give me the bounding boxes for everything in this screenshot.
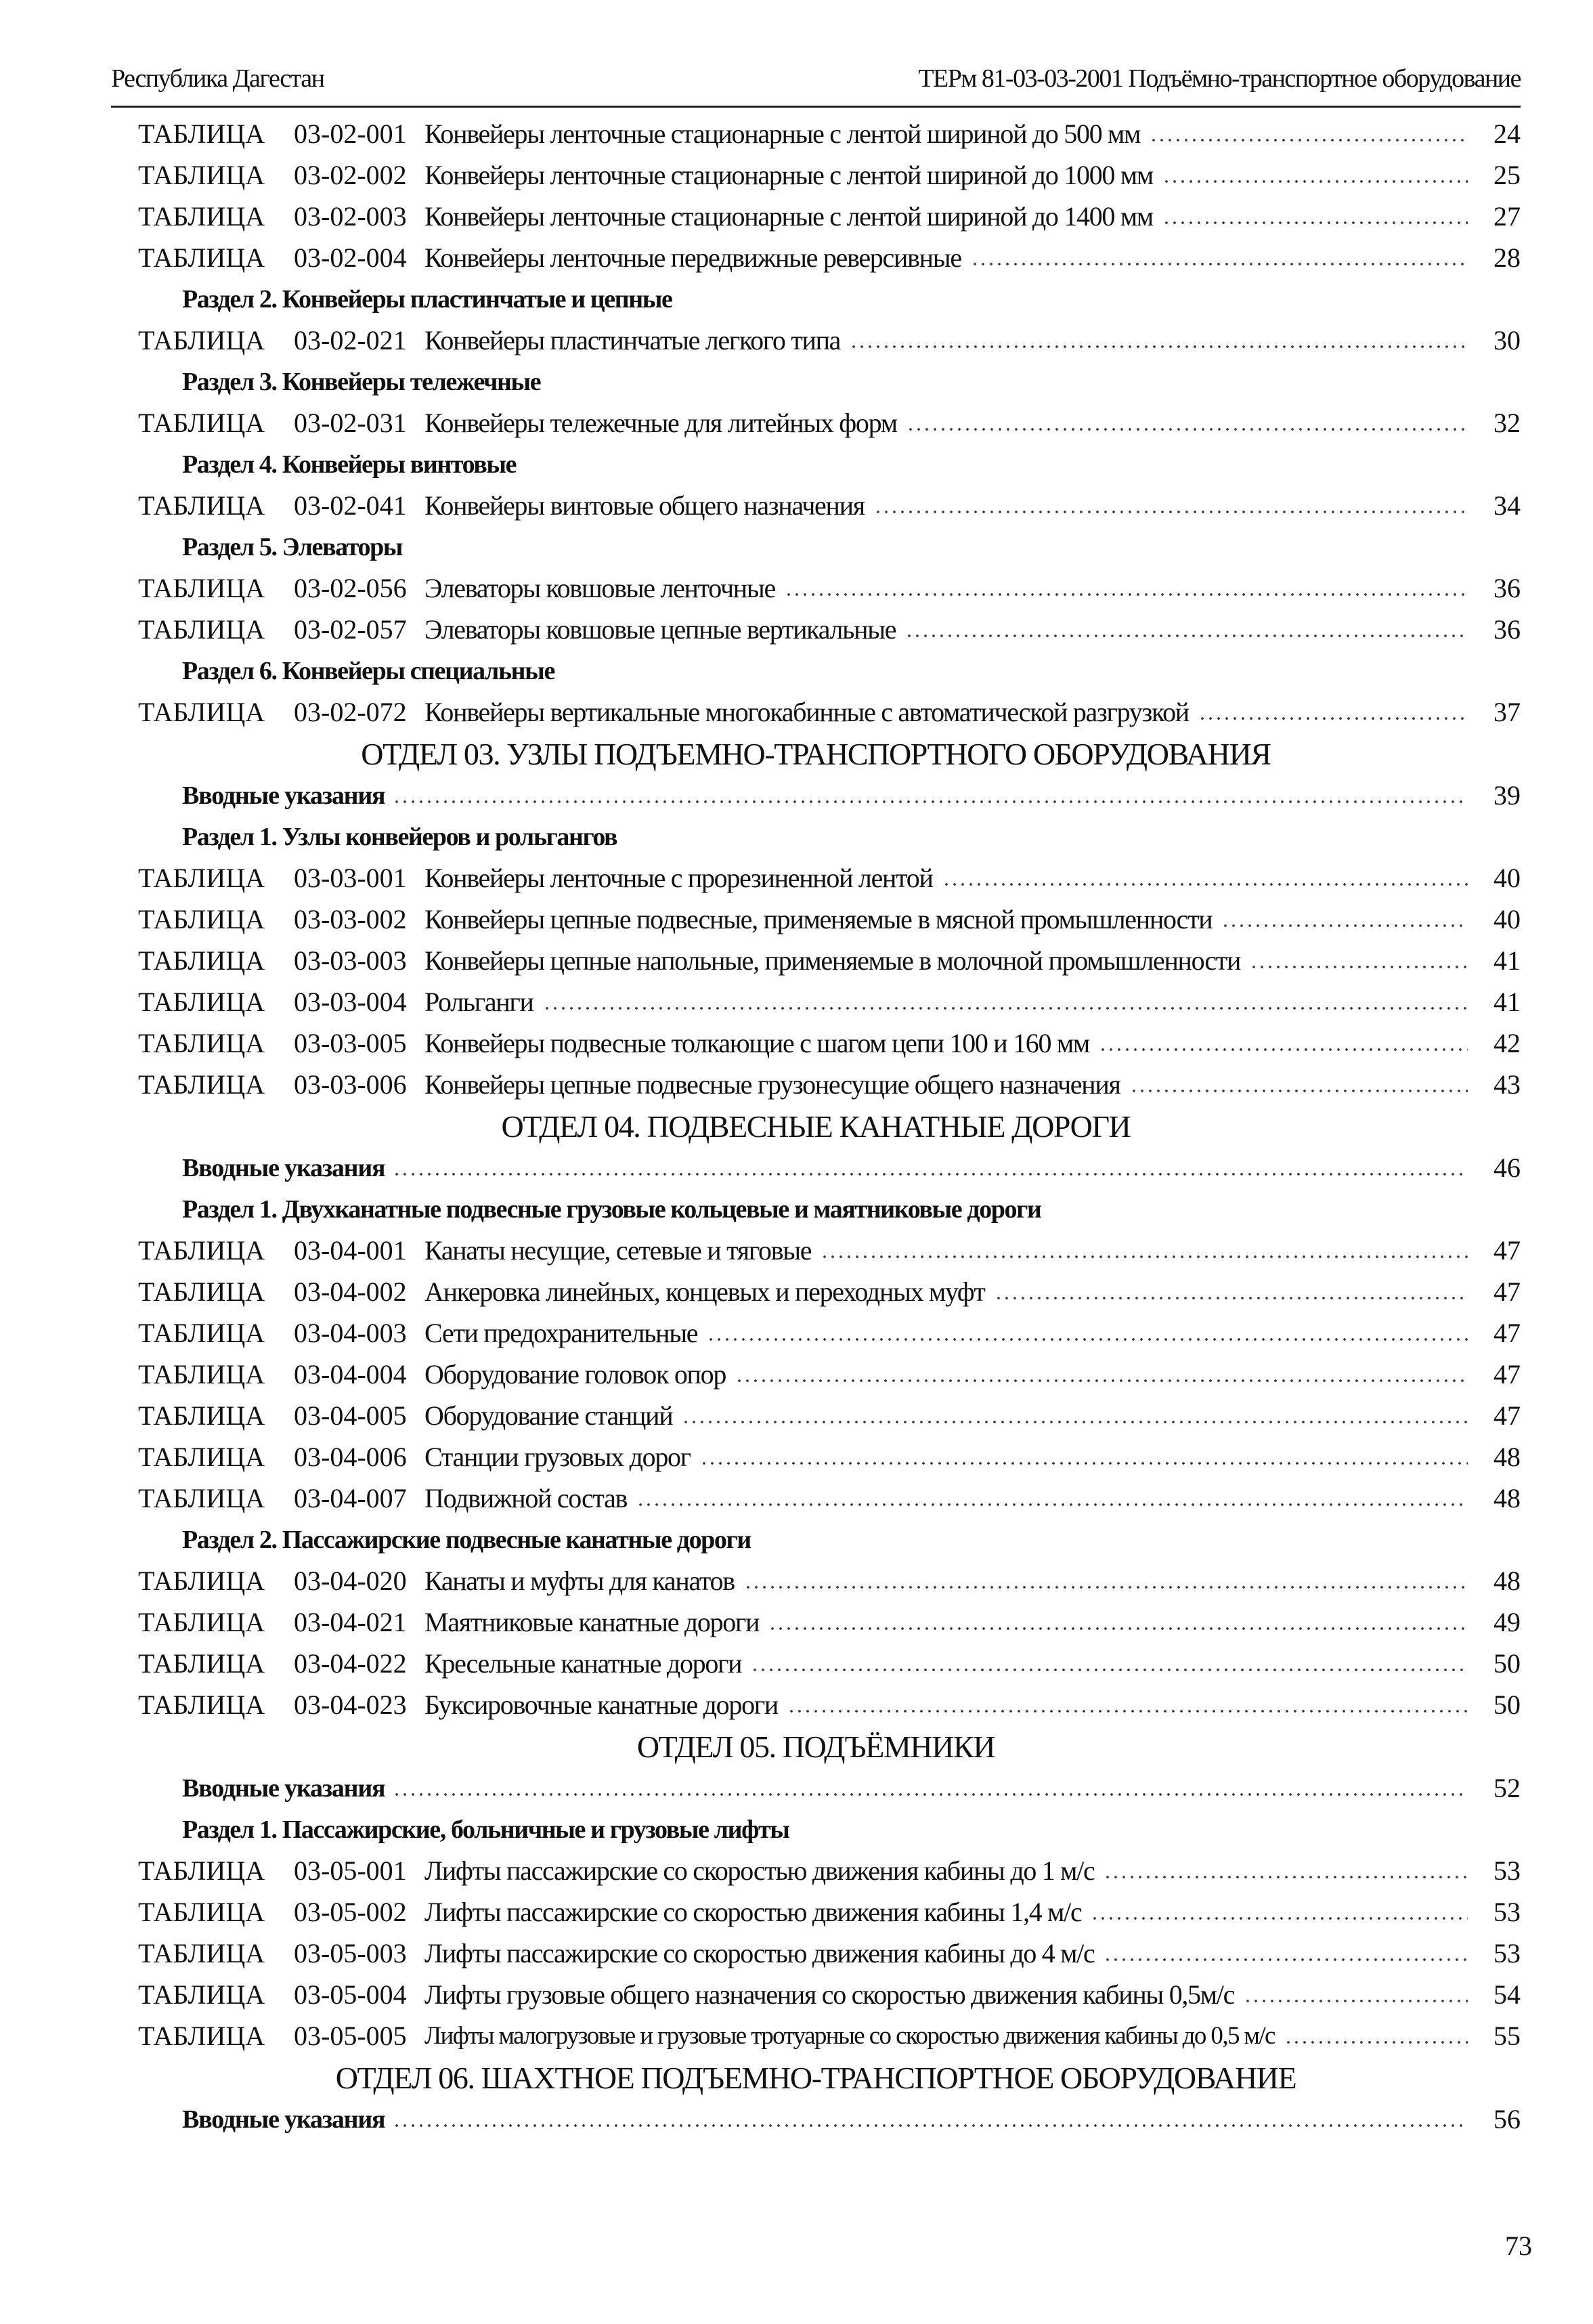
dot-leader xyxy=(907,427,1468,432)
entry-page: 28 xyxy=(1493,242,1521,273)
intro-label: Вводные указания xyxy=(182,781,385,810)
entry-code: 03-02-072 xyxy=(294,697,407,727)
entry-page: 50 xyxy=(1493,1648,1521,1679)
entry-page: 53 xyxy=(1493,1938,1521,1968)
page-number: 73 xyxy=(1505,2231,1532,2261)
entry-page: 30 xyxy=(1493,325,1521,356)
entry-page: 40 xyxy=(1493,904,1521,934)
entry-title: Кресельные канатные дороги xyxy=(424,1648,742,1679)
entry-code: 03-03-002 xyxy=(294,904,407,934)
toc-section-heading: Раздел 5. Элеваторы xyxy=(182,532,403,561)
entry-page: 43 xyxy=(1493,1069,1521,1100)
toc-table-entry xyxy=(138,940,1521,981)
entry-page: 53 xyxy=(1493,1897,1521,1927)
dot-leader xyxy=(636,1502,1468,1507)
toc-table-entry xyxy=(138,113,1521,154)
toc-table-entry xyxy=(138,196,1521,237)
entry-page: 34 xyxy=(1493,490,1521,521)
entry-title: Лифты пассажирские со скоростью движения кабины 1,4 м/с xyxy=(424,1897,1082,1927)
entry-keyword: ТАБЛИЦА xyxy=(138,119,265,149)
entry-code: 03-05-002 xyxy=(294,1897,407,1927)
entry-keyword: ТАБЛИЦА xyxy=(138,1442,265,1472)
toc-table-entry xyxy=(138,1560,1521,1601)
entry-keyword: ТАБЛИЦА xyxy=(138,697,265,727)
entry-keyword: ТАБЛИЦА xyxy=(138,573,265,603)
dot-leader xyxy=(1130,1088,1468,1094)
entry-page: 55 xyxy=(1493,2021,1521,2051)
dot-leader xyxy=(700,1461,1468,1466)
toc-section-heading: Раздел 1. Пассажирские, больничные и грузовые лифты xyxy=(182,1815,789,1844)
dot-leader xyxy=(942,882,1468,887)
dot-leader xyxy=(1198,716,1468,721)
entry-code: 03-03-005 xyxy=(294,1028,407,1058)
dot-leader xyxy=(393,1171,1468,1177)
entry-code: 03-04-004 xyxy=(294,1359,407,1390)
toc-section-heading: Раздел 4. Конвейеры винтовые xyxy=(182,450,517,479)
entry-code: 03-04-021 xyxy=(294,1607,407,1637)
entry-keyword: ТАБЛИЦА xyxy=(138,1979,265,2010)
entry-title: Сети предохранительные xyxy=(424,1318,698,1348)
toc-table-entry xyxy=(138,1023,1521,1064)
header-region: Республика Дагестан xyxy=(111,64,324,93)
entry-keyword: ТАБЛИЦА xyxy=(138,201,265,232)
dot-leader xyxy=(850,344,1468,349)
toc-table-entry xyxy=(138,485,1521,526)
entry-page: 24 xyxy=(1493,119,1521,149)
dot-leader xyxy=(785,592,1468,597)
toc-department-heading: ОТДЕЛ 06. ШАХТНОЕ ПОДЪЕМНО-ТРАНСПОРТНОЕ ОБОРУДОВАНИЕ xyxy=(335,2060,1296,2095)
intro-label: Вводные указания xyxy=(182,2105,385,2134)
dot-leader xyxy=(1099,1047,1468,1052)
dot-leader xyxy=(874,509,1468,515)
entry-code: 03-03-003 xyxy=(294,945,407,976)
entry-keyword: ТАБЛИЦА xyxy=(138,1690,265,1720)
entry-page: 47 xyxy=(1493,1359,1521,1390)
entry-keyword: ТАБЛИЦА xyxy=(138,1359,265,1390)
entry-page: 47 xyxy=(1493,1400,1521,1431)
toc-table-entry xyxy=(138,691,1521,733)
entry-page: 47 xyxy=(1493,1318,1521,1348)
toc-introduction-entry xyxy=(138,1147,1521,1188)
entry-keyword: ТАБЛИЦА xyxy=(138,1069,265,1100)
entry-code: 03-04-022 xyxy=(294,1648,407,1679)
entry-title: Конвейеры подвесные толкающие с шагом цепи 100 и 160 мм xyxy=(424,1028,1089,1058)
dot-leader xyxy=(995,1295,1468,1301)
entry-page: 47 xyxy=(1493,1235,1521,1266)
entry-code: 03-03-004 xyxy=(294,987,407,1017)
toc-section-heading: Раздел 1. Двухканатные подвесные грузовые кольцевые и маятниковые дороги xyxy=(182,1195,1041,1224)
dot-leader xyxy=(393,1792,1468,1797)
entry-keyword: ТАБЛИЦА xyxy=(138,1897,265,1927)
entry-title: Лифты грузовые общего назначения со скоростью движения кабины 0,5м/с xyxy=(424,1979,1235,2010)
entry-keyword: ТАБЛИЦА xyxy=(138,160,265,190)
dot-leader xyxy=(543,1006,1468,1011)
entry-title: Лифты малогрузовые и грузовые тротуарные со скоростью движения кабины до 0,5 м/с xyxy=(424,2022,1275,2050)
entry-keyword: ТАБЛИЦА xyxy=(138,242,265,273)
entry-page: 47 xyxy=(1493,1276,1521,1307)
entry-keyword: ТАБЛИЦА xyxy=(138,1276,265,1307)
dot-leader xyxy=(1284,2040,1468,2045)
entry-keyword: ТАБЛИЦА xyxy=(138,1483,265,1513)
entry-page: 25 xyxy=(1493,160,1521,190)
toc-introduction-entry xyxy=(138,2099,1521,2140)
entry-code: 03-02-021 xyxy=(294,325,407,356)
dot-leader xyxy=(768,1626,1468,1631)
entry-title: Конвейеры ленточные стационарные с лентой шириной до 500 мм xyxy=(424,119,1141,149)
entry-title: Конвейеры ленточные стационарные с лентой шириной до 1400 мм xyxy=(424,201,1153,232)
entry-keyword: ТАБЛИЦА xyxy=(138,1607,265,1637)
dot-leader xyxy=(787,1708,1468,1714)
document-page xyxy=(111,53,1521,2140)
dot-leader xyxy=(1104,1957,1468,1962)
dot-leader xyxy=(1221,923,1468,928)
entry-title: Оборудование станций xyxy=(424,1400,673,1431)
entry-code: 03-04-006 xyxy=(294,1442,407,1472)
dot-leader xyxy=(971,261,1468,267)
entry-page: 32 xyxy=(1493,408,1521,438)
entry-title: Буксировочные канатные дороги xyxy=(424,1690,778,1720)
entry-title: Конвейеры вертикальные многокабинные с автоматической разгрузкой xyxy=(424,697,1189,727)
dot-leader xyxy=(905,633,1468,639)
toc-table-entry xyxy=(138,1271,1521,1312)
toc-table-entry xyxy=(138,320,1521,361)
toc-table-entry xyxy=(138,1230,1521,1271)
entry-title: Конвейеры цепные напольные, применяемые в молочной промышленности xyxy=(424,945,1241,976)
entry-keyword: ТАБЛИЦА xyxy=(138,1938,265,1968)
toc-section-heading: Раздел 2. Конвейеры пластинчатые и цепные xyxy=(182,284,672,314)
entry-keyword: ТАБЛИЦА xyxy=(138,1566,265,1596)
toc-table-entry xyxy=(138,609,1521,650)
entry-title: Конвейеры тележечные для литейных форм xyxy=(424,408,897,438)
toc-table-entry xyxy=(138,899,1521,940)
entry-title: Маятниковые канатные дороги xyxy=(424,1607,760,1637)
toc-section-heading: Раздел 3. Конвейеры тележечные xyxy=(182,367,541,396)
toc-table-entry xyxy=(138,154,1521,196)
entry-page: 48 xyxy=(1493,1566,1521,1596)
entry-title: Канаты и муфты для канатов xyxy=(424,1566,735,1596)
entry-code: 03-02-056 xyxy=(294,573,407,603)
entry-keyword: ТАБЛИЦА xyxy=(138,2021,265,2051)
entry-title: Конвейеры винтовые общего назначения xyxy=(424,490,865,521)
entry-title: Канаты несущие, сетевые и тяговые xyxy=(424,1235,812,1266)
toc-table-entry xyxy=(138,2015,1521,2057)
running-header xyxy=(111,53,1521,108)
entry-title: Анкеровка линейных, концевых и переходных муфт xyxy=(424,1276,985,1307)
entry-code: 03-03-006 xyxy=(294,1069,407,1100)
entry-title: Оборудование головок опор xyxy=(424,1359,726,1390)
entry-page: 41 xyxy=(1493,945,1521,976)
entry-code: 03-02-004 xyxy=(294,242,407,273)
dot-leader xyxy=(1162,179,1468,184)
toc-table-entry xyxy=(138,567,1521,609)
toc-section-heading: Раздел 6. Конвейеры специальные xyxy=(182,656,554,685)
entry-keyword: ТАБЛИЦА xyxy=(138,1318,265,1348)
table-of-contents xyxy=(111,108,1521,2140)
entry-page: 48 xyxy=(1493,1483,1521,1513)
entry-page: 36 xyxy=(1493,614,1521,645)
entry-code: 03-05-001 xyxy=(294,1855,407,1886)
toc-table-entry xyxy=(138,1478,1521,1519)
dot-leader xyxy=(682,1419,1468,1425)
entry-title: Лифты пассажирские со скоростью движения кабины до 4 м/с xyxy=(424,1938,1095,1968)
dot-leader xyxy=(1091,1916,1468,1921)
toc-department-heading: ОТДЕЛ 03. УЗЛЫ ПОДЪЕМНО-ТРАНСПОРТНОГО ОБОРУДОВАНИЯ xyxy=(361,736,1271,771)
entry-title: Элеваторы ковшовые ленточные xyxy=(424,573,775,603)
entry-page: 48 xyxy=(1493,1442,1521,1472)
entry-title: Конвейеры ленточные с прорезиненной лентой xyxy=(424,863,933,893)
entry-code: 03-04-020 xyxy=(294,1566,407,1596)
entry-code: 03-02-041 xyxy=(294,490,407,521)
toc-department-heading: ОТДЕЛ 05. ПОДЪЁМНИКИ xyxy=(636,1729,995,1764)
toc-section-heading: Раздел 1. Узлы конвейеров и рольгангов xyxy=(182,822,617,851)
dot-leader xyxy=(1244,1998,1468,2004)
entry-page: 27 xyxy=(1493,201,1521,232)
entry-code: 03-05-005 xyxy=(294,2021,407,2051)
intro-label: Вводные указания xyxy=(182,1153,385,1182)
toc-table-entry xyxy=(138,1436,1521,1478)
entry-title: Элеваторы ковшовые цепные вертикальные xyxy=(424,614,896,645)
toc-table-entry xyxy=(138,1684,1521,1725)
entry-code: 03-04-007 xyxy=(294,1483,407,1513)
entry-code: 03-03-001 xyxy=(294,863,407,893)
entry-keyword: ТАБЛИЦА xyxy=(138,614,265,645)
entry-code: 03-04-023 xyxy=(294,1690,407,1720)
dot-leader xyxy=(735,1378,1468,1383)
entry-title: Подвижной состав xyxy=(424,1483,628,1513)
entry-page: 56 xyxy=(1493,2104,1521,2134)
toc-table-entry xyxy=(138,1395,1521,1436)
toc-table-entry xyxy=(138,402,1521,444)
entry-code: 03-02-057 xyxy=(294,614,407,645)
entry-page: 50 xyxy=(1493,1690,1521,1720)
dot-leader xyxy=(707,1337,1468,1342)
toc-table-entry xyxy=(138,1643,1521,1684)
toc-table-entry xyxy=(138,1850,1521,1891)
entry-title: Лифты пассажирские со скоростью движения кабины до 1 м/с xyxy=(424,1855,1095,1886)
dot-leader xyxy=(393,2123,1468,2128)
entry-code: 03-02-031 xyxy=(294,408,407,438)
entry-title: Конвейеры цепные подвесные грузонесущие общего назначения xyxy=(424,1069,1120,1100)
dot-leader xyxy=(821,1254,1468,1260)
toc-section-heading: Раздел 2. Пассажирские подвесные канатные дороги xyxy=(182,1525,751,1554)
entry-page: 46 xyxy=(1493,1153,1521,1183)
toc-table-entry xyxy=(138,1064,1521,1105)
toc-department-heading: ОТДЕЛ 04. ПОДВЕСНЫЕ КАНАТНЫЕ ДОРОГИ xyxy=(501,1109,1131,1144)
entry-page: 40 xyxy=(1493,863,1521,893)
toc-introduction-entry xyxy=(138,775,1521,816)
toc-table-entry xyxy=(138,981,1521,1023)
entry-keyword: ТАБЛИЦА xyxy=(138,987,265,1017)
toc-introduction-entry xyxy=(138,1767,1521,1809)
dot-leader xyxy=(1150,137,1468,143)
toc-table-entry xyxy=(138,1891,1521,1933)
entry-title: Конвейеры цепные подвесные, применяемые в мясной промышленности xyxy=(424,904,1213,934)
entry-code: 03-05-004 xyxy=(294,1979,407,2010)
toc-table-entry xyxy=(138,1933,1521,1974)
entry-code: 03-04-001 xyxy=(294,1235,407,1266)
entry-keyword: ТАБЛИЦА xyxy=(138,1235,265,1266)
header-document-title: ТЕРм 81-03-03-2001 Подъёмно-транспортное оборудование xyxy=(918,64,1521,93)
dot-leader xyxy=(393,799,1468,804)
dot-leader xyxy=(751,1667,1468,1673)
entry-page: 53 xyxy=(1493,1855,1521,1886)
entry-page: 39 xyxy=(1493,780,1521,811)
entry-code: 03-02-002 xyxy=(294,160,407,190)
dot-leader xyxy=(1104,1874,1468,1880)
entry-code: 03-02-003 xyxy=(294,201,407,232)
dot-leader xyxy=(744,1585,1468,1590)
intro-label: Вводные указания xyxy=(182,1773,385,1803)
entry-code: 03-04-003 xyxy=(294,1318,407,1348)
entry-keyword: ТАБЛИЦА xyxy=(138,325,265,356)
entry-title: Конвейеры пластинчатые легкого типа xyxy=(424,325,841,356)
entry-page: 52 xyxy=(1493,1773,1521,1803)
entry-keyword: ТАБЛИЦА xyxy=(138,1400,265,1431)
toc-table-entry xyxy=(138,237,1521,278)
toc-table-entry xyxy=(138,1354,1521,1395)
entry-code: 03-04-005 xyxy=(294,1400,407,1431)
entry-page: 37 xyxy=(1493,697,1521,727)
entry-keyword: ТАБЛИЦА xyxy=(138,945,265,976)
toc-table-entry xyxy=(138,1974,1521,2015)
toc-table-entry xyxy=(138,1312,1521,1354)
entry-keyword: ТАБЛИЦА xyxy=(138,408,265,438)
entry-code: 03-04-002 xyxy=(294,1276,407,1307)
entry-keyword: ТАБЛИЦА xyxy=(138,863,265,893)
entry-title: Конвейеры ленточные передвижные реверсивные xyxy=(424,242,961,273)
toc-table-entry xyxy=(138,1601,1521,1643)
entry-keyword: ТАБЛИЦА xyxy=(138,1855,265,1886)
dot-leader xyxy=(1250,964,1468,970)
entry-page: 49 xyxy=(1493,1607,1521,1637)
entry-keyword: ТАБЛИЦА xyxy=(138,490,265,521)
entry-keyword: ТАБЛИЦА xyxy=(138,1648,265,1679)
entry-keyword: ТАБЛИЦА xyxy=(138,1028,265,1058)
entry-page: 42 xyxy=(1493,1028,1521,1058)
entry-code: 03-05-003 xyxy=(294,1938,407,1968)
entry-title: Рольганги xyxy=(424,987,533,1017)
entry-code: 03-02-001 xyxy=(294,119,407,149)
entry-keyword: ТАБЛИЦА xyxy=(138,904,265,934)
toc-table-entry xyxy=(138,857,1521,899)
entry-page: 41 xyxy=(1493,987,1521,1017)
dot-leader xyxy=(1162,220,1468,225)
entry-page: 54 xyxy=(1493,1979,1521,2010)
entry-page: 36 xyxy=(1493,573,1521,603)
entry-title: Конвейеры ленточные стационарные с лентой шириной до 1000 мм xyxy=(424,160,1153,190)
entry-title: Станции грузовых дорог xyxy=(424,1442,691,1472)
